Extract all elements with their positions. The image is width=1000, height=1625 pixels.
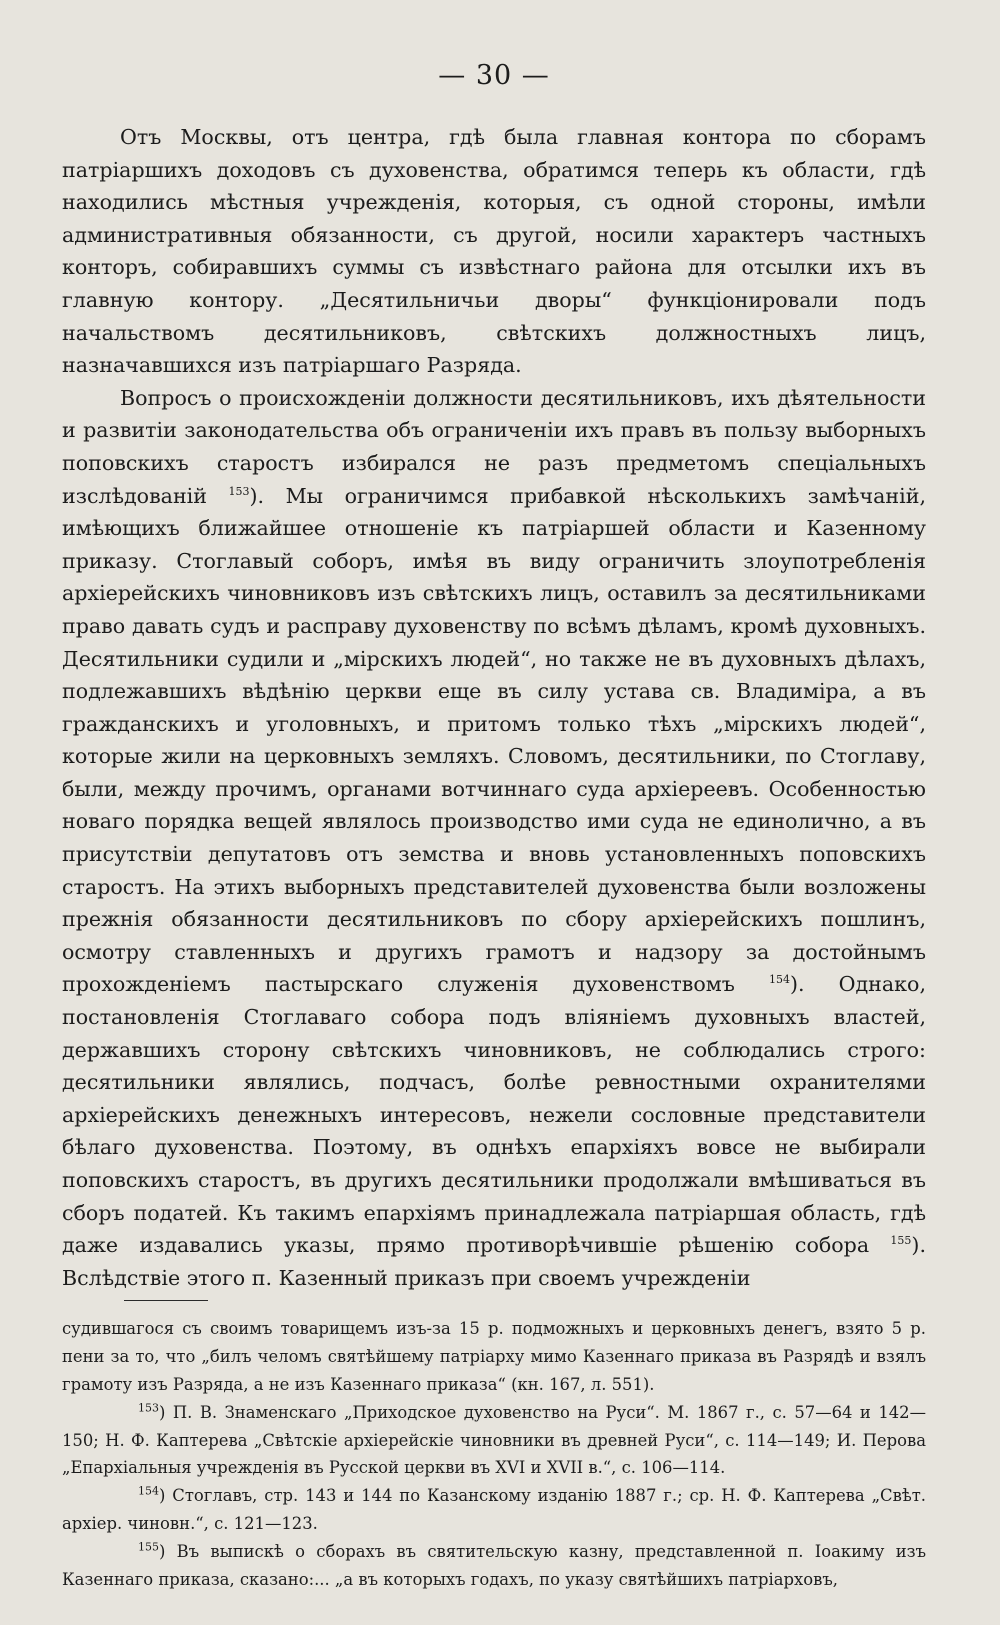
- footnote-ref-154: 154: [768, 973, 790, 987]
- paragraph-2-part-c: ). Однако, постановленія Стоглаваго собора подъ вліяніемъ духовныхъ властей, державшихъ сторону свѣтскихъ чиновниковъ, не соблюдались строго: десятильники являлись, подчасъ, болѣе ревностными охранителями архіерейскихъ денежныхъ интересовъ, нежели сословные представители бѣлаго духовенства. Поэтому, въ однѣхъ епархіяхъ вовсе не выбирали поповскихъ старостъ, въ другихъ десятильники продолжали вмѣшиваться въ сборъ податей. Къ такимъ епархіямъ принадлежала патріаршая область, гдѣ даже издавались указы, прямо противорѣчившіе рѣшенію собора: [62, 972, 926, 1258]
- paragraph-1: Отъ Москвы, отъ центра, гдѣ была главная контора по сборамъ патріаршихъ доходовъ съ духовенства, обратимся теперь къ области, гдѣ находились мѣстныя учрежденія, которыя, съ одной стороны, имѣли административныя обязанности, съ другой, носили характеръ частныхъ конторъ, собиравшихъ суммы съ извѣстнаго района для отсылки ихъ въ главную контору. „Десятильничьи дворы“ функціонировали подъ начальствомъ десятильниковъ, свѣтскихъ должностныхъ лицъ, назначавшихся изъ патріаршаго Разряда.: [62, 125, 926, 378]
- footnote-ref-155: 155: [890, 1234, 912, 1248]
- paragraph-2-part-a: Вопросъ о происхожденіи должности десятильниковъ, ихъ дѣятельности и развитіи законодательства объ ограниченіи ихъ правъ въ пользу выборныхъ поповскихъ старостъ избирался не разъ предметомъ спеціальныхъ изслѣдованій: [62, 385, 926, 508]
- paragraph-2-part-d: ). Вслѣдствіе этого п. Казенный приказъ при своемъ учрежденіи: [62, 1233, 926, 1290]
- footnote-ref-153: 153: [228, 484, 250, 498]
- footnote-155-number: 155: [138, 1540, 159, 1554]
- paragraph-2-part-b: ). Мы ограничимся прибавкой нѣсколькихъ замѣчаній, имѣющихъ ближайшее отношеніе къ патріаршей области и Казенному приказу. Стоглавый соборъ, имѣя въ виду ограничить злоупотребленія архіерейскихъ чиновниковъ изъ свѣтскихъ лицъ, оставилъ за десятильниками право давать судъ и расправу духовенству по всѣмъ дѣламъ, кромѣ духовныхъ. Десятильники судили и „мірскихъ людей“, но также не въ духовныхъ дѣлахъ, подлежавшихъ вѣдѣнію церкви еще въ силу устава св. Владиміра, а въ гражданскихъ и уголовныхъ, и притомъ только тѣхъ „мірскихъ людей“, которые жили на церковныхъ земляхъ. Словомъ, десятильники, по Стоглаву, были, между прочимъ, органами вотчиннаго суда архіереевъ. Особенностью новаго порядка вещей являлось производство ими суда не единолично, а въ присутствіи депутатовъ отъ земства и вновь установленныхъ поповскихъ старостъ. На этихъ выборныхъ представителей духовенства были возложены прежнія обязанности десятильниковъ по сбору архіерейскихъ пошлинъ, осмотру ставленныхъ и другихъ грамотъ и надзору за достойнымъ прохожденіемъ пастырскаго служенія духовенствомъ: [62, 483, 926, 997]
- footnote-155: [62, 1538, 926, 1594]
- footnote-154-text: ) Стоглавъ, стр. 143 и 144 по Казанскому изданію 1887 г.; ср. Н. Ф. Каптерева „Свѣт. архіер. чиновн.“, с. 121—123.: [62, 1486, 926, 1533]
- footnote-153: [62, 1399, 926, 1482]
- footnote-155-text: ) Въ выпискѣ о сборахъ въ святительскую казну, представленной п. Іоакиму изъ Казеннаго приказа, сказано:... „а въ которыхъ годахъ, по указу святѣйшихъ патріарховъ,: [62, 1541, 926, 1589]
- footnote-separator: [124, 1300, 208, 1301]
- footnote-153-text: ) П. В. Знаменскаго „Приходское духовенство на Руси“. М. 1867 г., с. 57—64 и 142—150; Н. Ф. Каптерева „Свѣтскіе архіерейскіе чиновники въ древней Руси“, с. 114—149; И. Перова „Епархіальныя учрежденія въ Русской церкви въ XVI и XVII в.“, с. 106—114.: [62, 1402, 926, 1478]
- footnotes: [62, 1315, 926, 1593]
- footnote-154-number: 154: [138, 1484, 159, 1498]
- main-text: [62, 121, 926, 1294]
- paragraph-2: [62, 382, 926, 1295]
- footnote-carryover: судившагося съ своимъ товарищемъ изъ-за 15 р. подможныхъ и церковныхъ денегъ, взято 5 р. пени за то, что „билъ челомъ святѣйшему патріарху мимо Казеннаго приказа въ Разрядѣ и взялъ грамоту изъ Разряда, а не изъ Казеннаго приказа“ (кн. 167, л. 551).: [62, 1319, 926, 1394]
- footnote-154: [62, 1482, 926, 1538]
- footnote-153-number: 153: [138, 1401, 159, 1415]
- page-number: — 30 —: [438, 60, 550, 91]
